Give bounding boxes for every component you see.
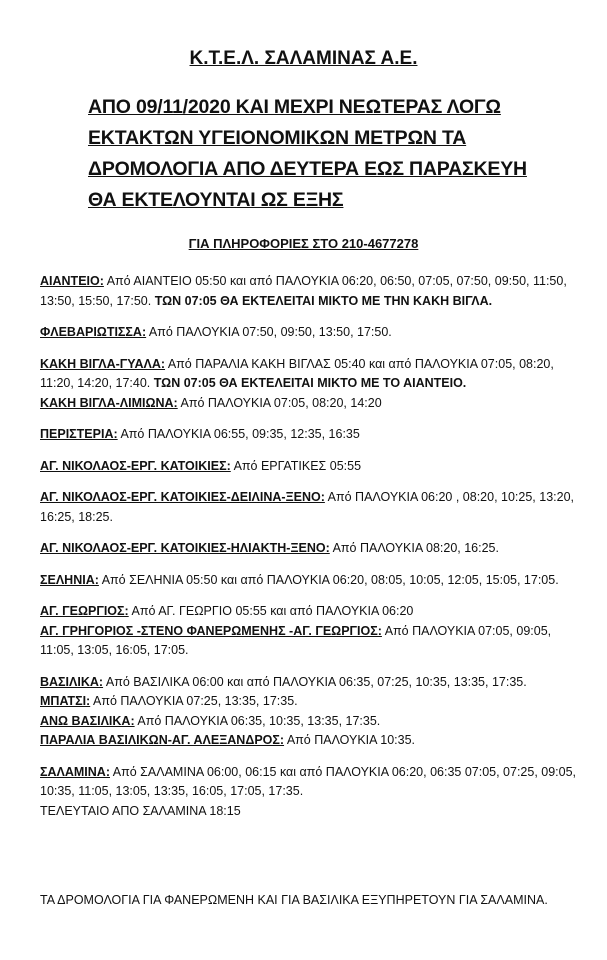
route-name: ΑΓ. ΝΙΚΟΛΑΟΣ-ΕΡΓ. ΚΑΤΟΙΚΙΕΣ: xyxy=(40,458,231,473)
route-times: Από ΠΑΛΟΥΚΙΑ 07:25, 13:35, 17:35. xyxy=(93,694,298,708)
route-times: Από ΠΑΡΑΛΙΑ ΚΑΚΗ ΒΙΓΛΑΣ 05:40 και από ΠΑΛΟΥΚΙΑ 07:05, 08:20, 11:20, 14:20, 17:40. xyxy=(40,356,554,390)
route-kaki-vigla-gyala xyxy=(40,355,585,394)
route-times: Από ΠΑΛΟΥΚΙΑ 07:05, 09:05, 11:05, 13:05, 16:05, 17:05. xyxy=(40,623,552,657)
route-name: ΑΝΩ ΒΑΣΙΛΙΚΑ: xyxy=(40,713,135,728)
route-salamina xyxy=(40,763,585,802)
route-times: Από ΠΑΛΟΥΚΙΑ 08:20, 16:25. xyxy=(332,541,499,555)
route-name: ΣΕΛΗΝΙΑ: xyxy=(40,572,99,587)
headline-line: ΕΚΤΑΚΤΩΝ ΥΓΕΙΟΝΟΜΙΚΩΝ ΜΕΤΡΩΝ ΤΑ xyxy=(88,127,467,149)
route-ano-vasilika xyxy=(40,712,585,732)
footer-note: ΤΑ ΔΡΟΜΟΛΟΓΙΑ ΓΙΑ ΦΑΝΕΡΩΜΕΝΗ ΚΑΙ ΓΙΑ ΒΑΣΙΛΙΚΑ ΕΞΥΠΗΡΕΤΟΥΝ ΓΙΑ ΣΑΛΑΜΙΝΑ. xyxy=(40,893,548,907)
route-name: ΚΑΚΗ ΒΙΓΛΑ-ΓΥΑΛΑ: xyxy=(40,356,166,371)
route-name: ΑΓ. ΝΙΚΟΛΑΟΣ-ΕΡΓ. ΚΑΤΟΙΚΙΕΣ-ΔΕΙΛΙΝΑ-ΞΕΝΟ: xyxy=(40,490,325,504)
route-name: ΦΛΕΒΑΡΙΩΤΙΣΣΑ: xyxy=(40,325,147,339)
route-name: ΑΓ. ΓΕΩΡΓΙΟΣ: xyxy=(40,604,129,618)
route-times: Από ΑΙΑΝΤΕΙΟ 05:50 και από ΠΑΛΟΥΚΙΑ 06:20, 06:50, 07:05, 07:50, 09:50, 11:50, 13:50, 15:50, 17:50. xyxy=(40,274,567,308)
route-ag-grigorios-steno-faneromenis xyxy=(40,622,585,661)
route-peristeria xyxy=(40,425,585,445)
route-kaki-vigla-limiona xyxy=(40,394,585,414)
info-phone: ΓΙΑ ΠΛΗΡΟΦΟΡΙΕΣ ΣΤΟ 210-4677278 xyxy=(188,236,419,251)
route-vasilika xyxy=(40,673,585,693)
route-times: Από ΣΑΛΑΜΙΝΑ 06:00, 06:15 και από ΠΑΛΟΥΚΙΑ 06:20, 06:35 07:05, 07:25, 09:05, 10:35, 11:05, 13:05, 13:35, 16:05, 17:05, 17:35. xyxy=(40,764,577,798)
route-name: ΜΠΑΤΣΙ: xyxy=(40,694,91,708)
route-flevariotissa xyxy=(40,323,585,343)
route-note: ΤΩΝ 07:05 ΘΑ ΕΚΤΕΛΕΙΤΑΙ ΜΙΚΤΟ ΜΕ ΤΗΝ ΚΑΚΗ ΒΙΓΛΑ. xyxy=(154,293,493,308)
route-aianteio xyxy=(40,272,585,311)
announcement-headline xyxy=(88,92,588,216)
route-paralia-vasilikon xyxy=(40,731,585,751)
route-times: Από ΠΑΛΟΥΚΙΑ 06:20 , 08:20, 10:25, 13:20, 16:25, 18:25. xyxy=(40,490,575,524)
route-ag-georgios xyxy=(40,602,585,622)
route-times: Από ΠΑΛΟΥΚΙΑ 10:35. xyxy=(286,733,416,747)
route-name: ΣΑΛΑΜΙΝΑ: xyxy=(40,764,110,779)
route-name: ΑΓ. ΝΙΚΟΛΑΟΣ-ΕΡΓ. ΚΑΤΟΙΚΙΕΣ-ΗΛΙΑΚΤΗ-ΞΕΝΟ: xyxy=(40,541,330,555)
last-departure: ΤΕΛΕΥΤΑΙΟ ΑΠΟ ΣΑΛΑΜΙΝΑ 18:15 xyxy=(40,803,241,818)
route-name: ΠΑΡΑΛΙΑ ΒΑΣΙΛΙΚΩΝ-ΑΓ. ΑΛΕΞΑΝΔΡΟΣ: xyxy=(40,733,285,747)
route-list xyxy=(40,272,585,821)
route-note: ΤΩΝ 07:05 ΘΑ ΕΚΤΕΛΕΙΤΑΙ ΜΙΚΤΟ ΜΕ ΤΟ ΑΙΑΝΤΕΙΟ. xyxy=(153,376,467,390)
route-ag-nikolaos-erg-katoikies xyxy=(40,457,585,477)
route-batsi xyxy=(40,692,585,712)
route-selinia xyxy=(40,571,585,591)
route-times: Από ΠΑΛΟΥΚΙΑ 06:35, 10:35, 13:35, 17:35. xyxy=(137,713,381,728)
route-times: Από ΠΑΛΟΥΚΙΑ 07:05, 08:20, 14:20 xyxy=(180,395,382,410)
route-times: Από ΠΑΛΟΥΚΙΑ 06:55, 09:35, 12:35, 16:35 xyxy=(120,427,360,441)
route-name: ΚΑΚΗ ΒΙΓΛΑ-ΛΙΜΙΩΝΑ: xyxy=(40,395,178,410)
route-name: ΒΑΣΙΛΙΚΑ: xyxy=(40,674,104,689)
document-title: Κ.Τ.Ε.Λ. ΣΑΛΑΜΙΝΑΣ Α.Ε. xyxy=(189,48,418,69)
route-times: Από ΒΑΣΙΛΙΚΑ 06:00 και από ΠΑΛΟΥΚΙΑ 06:35, 07:25, 10:35, 13:35, 17:35. xyxy=(105,674,527,689)
route-name: ΑΓ. ΓΡΗΓΟΡΙΟΣ -ΣΤΕΝΟ ΦΑΝΕΡΩΜΕΝΗΣ -ΑΓ. ΓΕΩΡΓΙΟΣ: xyxy=(40,623,382,638)
route-ag-nikolaos-deilina-xeno xyxy=(40,488,585,527)
headline-line: ΔΡΟΜΟΛΟΓΙΑ ΑΠΟ ΔΕΥΤΕΡΑ ΕΩΣ ΠΑΡΑΣΚΕΥΗ xyxy=(88,158,527,180)
route-times: Από ΣΕΛΗΝΙΑ 05:50 και από ΠΑΛΟΥΚΙΑ 06:20, 08:05, 10:05, 12:05, 15:05, 17:05. xyxy=(101,572,559,587)
route-name: ΑΙΑΝΤΕΙΟ: xyxy=(40,274,104,288)
headline-line: ΑΠΟ 09/11/2020 ΚΑΙ ΜΕΧΡΙ ΝΕΩΤΕΡΑΣ ΛΟΓΩ xyxy=(88,96,501,118)
headline-line: ΘΑ ΕΚΤΕΛΟΥΝΤΑΙ ΩΣ ΕΞΗΣ xyxy=(88,189,344,211)
route-times: Από ΠΑΛΟΥΚΙΑ 07:50, 09:50, 13:50, 17:50. xyxy=(148,325,392,339)
route-ag-nikolaos-iliakti-xeno xyxy=(40,539,585,559)
route-times: Από ΑΓ. ΓΕΩΡΓΙΟ 05:55 και από ΠΑΛΟΥΚΙΑ 06:20 xyxy=(131,604,414,618)
route-times: Από ΕΡΓΑΤΙΚΕΣ 05:55 xyxy=(233,458,362,473)
route-name: ΠΕΡΙΣΤΕΡΙΑ: xyxy=(40,427,118,441)
